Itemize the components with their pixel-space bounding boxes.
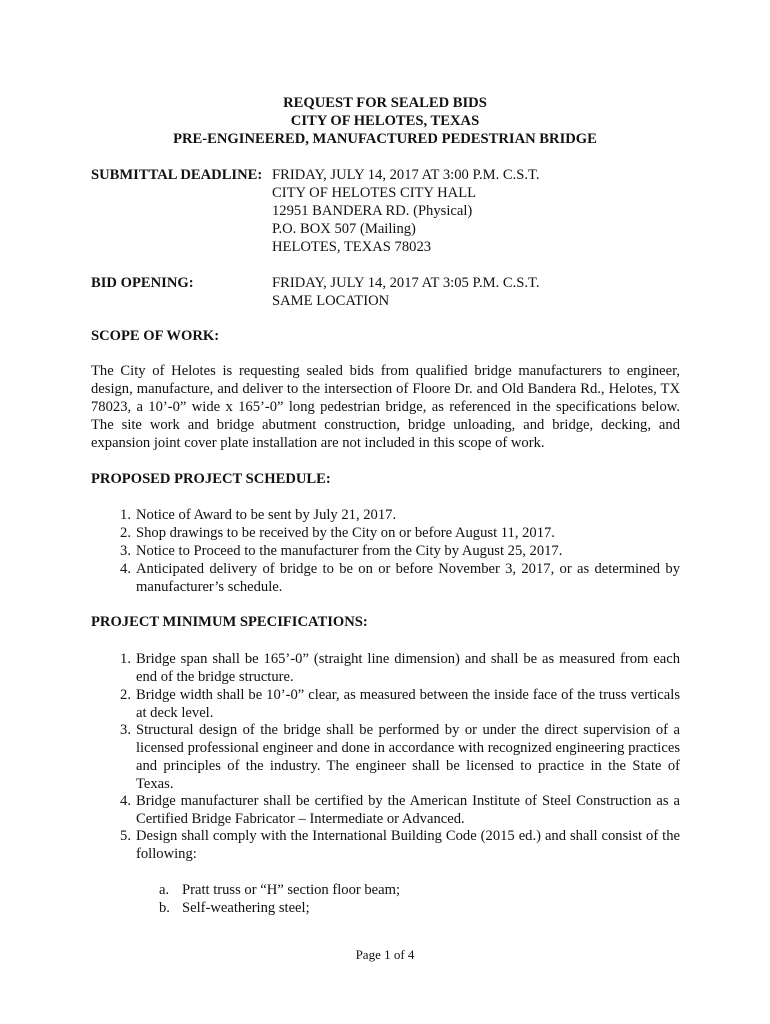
list-item-number: 3. [120, 543, 131, 559]
bid-opening-label: BID OPENING: [91, 275, 194, 291]
list-item-number: 1. [120, 507, 131, 523]
sub-list-item [159, 881, 680, 899]
submittal-line: 12951 BANDERA RD. (Physical) [272, 203, 473, 219]
submittal-line: P.O. BOX 507 (Mailing) [272, 221, 416, 237]
schedule-heading: PROPOSED PROJECT SCHEDULE: [91, 471, 331, 487]
list-item-text: Bridge width shall be 10’-0” clear, as measured between the inside face of the truss verticals at deck level. [136, 687, 680, 721]
list-item [113, 721, 680, 793]
list-item-text: Notice of Award to be sent by July 21, 2017. [136, 507, 397, 523]
doc-title-line3: PRE-ENGINEERED, MANUFACTURED PEDESTRIAN BRIDGE [173, 131, 597, 147]
specs-heading: PROJECT MINIMUM SPECIFICATIONS: [91, 614, 368, 630]
page-number: Page 1 of 4 [355, 947, 415, 962]
list-item-text: Shop drawings to be received by the City on or before August 11, 2017. [136, 525, 555, 541]
list-item-number: 4. [120, 793, 131, 809]
list-item [113, 542, 680, 560]
submittal-deadline-label: SUBMITTAL DEADLINE: [91, 167, 263, 183]
list-item-text: Anticipated delivery of bridge to be on or before November 3, 2017, or as determined by manufacturer’s schedule. [136, 561, 680, 595]
bid-opening-line: SAME LOCATION [272, 293, 390, 309]
list-item-text: Structural design of the bridge shall be performed by or under the direct supervision of a licensed professional engineer and done in accordance with recognized engineering practices and principles of the industry. The engineer shall be licensed to practice in the State of Texas. [136, 722, 680, 792]
list-item-text: Bridge manufacturer shall be certified by the American Institute of Steel Construction as a Certified Bridge Fabricator – Intermediate or Advanced. [136, 793, 680, 827]
sub-list-item-letter: b. [159, 900, 170, 916]
list-item-number: 1. [120, 651, 131, 667]
list-item-text: Design shall comply with the International Building Code (2015 ed.) and shall consist of the following: [136, 828, 680, 862]
bid-opening-line: FRIDAY, JULY 14, 2017 AT 3:05 P.M. C.S.T. [272, 275, 540, 291]
list-item [113, 686, 680, 722]
doc-title-line2: CITY OF HELOTES, TEXAS [290, 113, 480, 129]
submittal-line: FRIDAY, JULY 14, 2017 AT 3:00 P.M. C.S.T. [272, 167, 540, 183]
list-item-text: Bridge span shall be 165’-0” (straight line dimension) and shall be as measured from each end of the bridge structure. [136, 651, 680, 685]
list-item-number: 4. [120, 561, 131, 577]
doc-title-line1: REQUEST FOR SEALED BIDS [283, 95, 487, 111]
sub-list-item-text: Pratt truss or “H” section floor beam; [182, 882, 401, 898]
sub-list-item-text: Self-weathering steel; [182, 900, 310, 916]
list-item [113, 792, 680, 828]
list-item [113, 827, 680, 863]
list-item [113, 506, 680, 524]
sub-list-item [159, 899, 680, 917]
list-item-number: 3. [120, 722, 131, 738]
scope-paragraph: The City of Helotes is requesting sealed bids from qualified bridge manufacturers to engineer, design, manufacture, and deliver to the intersection of Floore Dr. and Old Bandera Rd., Helotes, TX 78023, a 10’-0” wide x 165’-0” long pedestrian bridge, as referenced in the specifications below. The site work and bridge abutment construction, bridge unloading, and bridge, decking, and expansion joint cover plate installation are not included in this scope of work. [91, 363, 680, 451]
submittal-line: CITY OF HELOTES CITY HALL [272, 185, 477, 201]
submittal-line: HELOTES, TEXAS 78023 [272, 239, 432, 255]
list-item-number: 2. [120, 525, 131, 541]
list-item [113, 560, 680, 596]
sub-list-item-letter: a. [159, 882, 170, 898]
list-item-number: 2. [120, 687, 131, 703]
list-item-text: Notice to Proceed to the manufacturer from the City by August 25, 2017. [136, 543, 563, 559]
list-item [113, 524, 680, 542]
list-item [113, 650, 680, 686]
scope-heading: SCOPE OF WORK: [91, 328, 220, 344]
list-item-number: 5. [120, 828, 131, 844]
